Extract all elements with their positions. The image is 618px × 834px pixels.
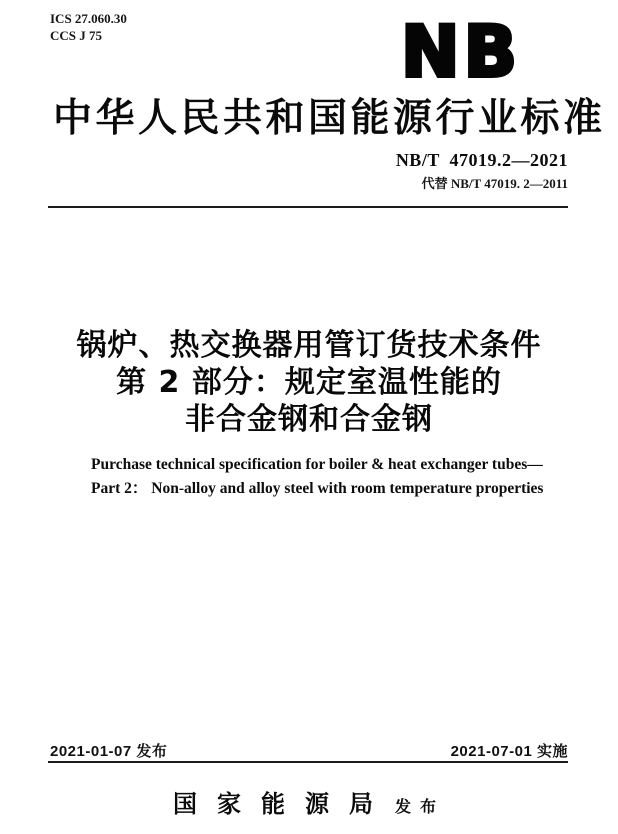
nb-logo: NB [401, 11, 521, 93]
publisher-row [0, 784, 618, 819]
title-en-line-2: Part 2： Non-alloy and alloy steel with room temperature properties [91, 480, 544, 497]
ccs-code: CCS J 75 [50, 28, 103, 43]
classification-codes [50, 10, 127, 44]
dates-row [50, 740, 568, 761]
implementation-date: 2021-07-01 实施 [450, 743, 568, 760]
header-divider [48, 206, 568, 208]
footer-divider [48, 761, 568, 763]
standard-category-title: 中华人民共和国能源行业标准 [53, 95, 606, 141]
publish-label: 发布 [394, 797, 445, 816]
standard-number: NB/T 47019.2—2021 [395, 150, 568, 170]
replaced-standard-note: 代替 NB/T 47019. 2—2011 [421, 176, 568, 191]
title-cn-line-2: 第 2 部分：规定室温性能的 [116, 365, 502, 400]
title-cn-line-3: 非合金钢和合金钢 [185, 402, 433, 437]
title-en-line-1: Purchase technical specification for boiler & heat exchanger tubes— [91, 456, 543, 473]
title-cn-line-1: 锅炉、热交换器用管订货技术条件 [76, 328, 542, 363]
document-title-english [91, 453, 561, 501]
document-title-chinese [0, 327, 618, 438]
issue-date: 2021-01-07 发布 [50, 743, 168, 760]
ics-code: ICS 27.060.30 [50, 11, 127, 26]
publisher-name: 国家能源局 [172, 789, 393, 818]
